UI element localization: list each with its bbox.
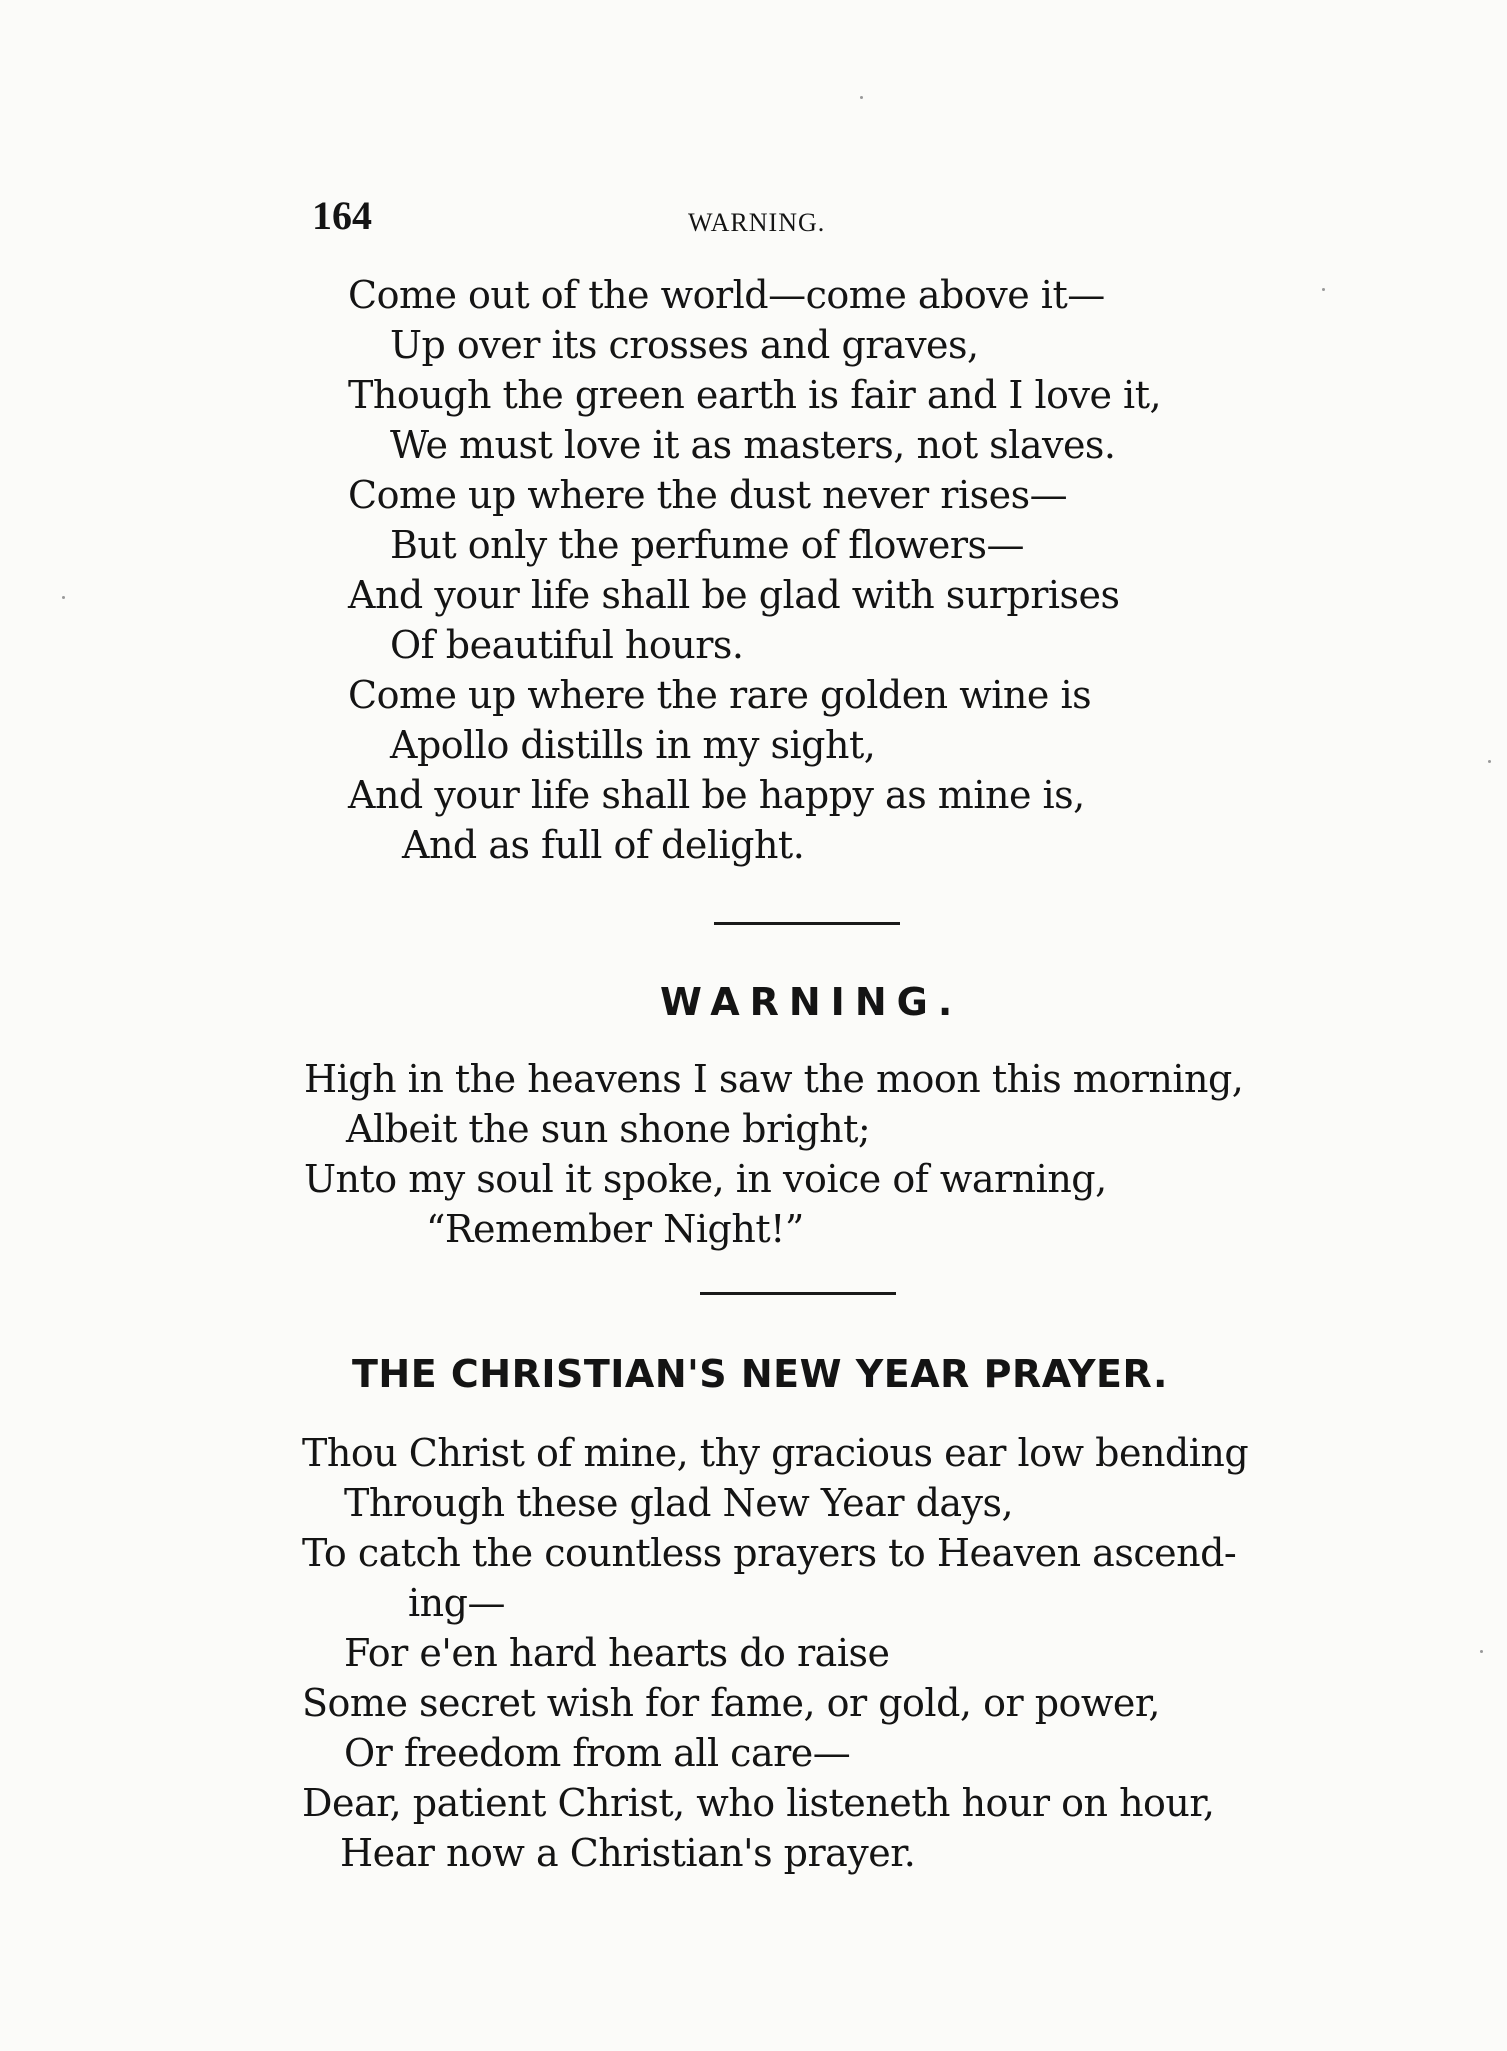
poem-title: WARNING.: [660, 980, 963, 1024]
poem-line: Albeit the sun shone bright;: [346, 1107, 871, 1151]
poem-line: “Remember Night!”: [426, 1207, 804, 1251]
poem-line: Apollo distills in my sight,: [390, 723, 876, 767]
poem-line: Dear, patient Christ, who listeneth hour on hour,: [302, 1781, 1215, 1825]
paper-speck: [62, 596, 65, 599]
poem-line: Though the green earth is fair and I love it,: [348, 373, 1162, 417]
running-title: WARNING.: [688, 208, 826, 237]
poem-title: THE CHRISTIAN'S NEW YEAR PRAYER.: [352, 1352, 1168, 1396]
poem-line: Unto my soul it spoke, in voice of warning,: [304, 1157, 1107, 1201]
poem-line: We must love it as masters, not slaves.: [390, 423, 1116, 467]
poem-line: And as full of delight.: [402, 823, 805, 867]
poem-line: Up over its crosses and graves,: [390, 323, 979, 367]
poem-line: Hear now a Christian's prayer.: [340, 1831, 916, 1875]
poem-line: ing—: [408, 1581, 505, 1625]
poem-line: Thou Christ of mine, thy gracious ear low bending: [302, 1431, 1249, 1475]
paper-speck: [1480, 1650, 1483, 1653]
section-divider: [714, 922, 900, 925]
section-divider: [700, 1292, 896, 1295]
poem-line: To catch the countless prayers to Heaven ascend-: [302, 1531, 1237, 1575]
page-number: 164: [312, 193, 372, 238]
poem-line: Or freedom from all care—: [344, 1731, 851, 1775]
poem-line: Come up where the dust never rises—: [348, 473, 1068, 517]
paper-speck: [1322, 288, 1325, 291]
poem-line: Come up where the rare golden wine is: [348, 673, 1092, 717]
poem-line: And your life shall be happy as mine is,: [348, 773, 1085, 817]
poem-line: Of beautiful hours.: [390, 623, 744, 667]
poem-line: For e'en hard hearts do raise: [344, 1631, 890, 1675]
paper-speck: [860, 96, 863, 99]
poem-line: Some secret wish for fame, or gold, or power,: [302, 1681, 1160, 1725]
poem-line: High in the heavens I saw the moon this morning,: [304, 1057, 1244, 1101]
poem-line: And your life shall be glad with surprises: [348, 573, 1120, 617]
paper-speck: [1488, 760, 1491, 763]
poem-line: Through these glad New Year days,: [344, 1481, 1014, 1525]
poem-line: Come out of the world—come above it—: [348, 273, 1105, 317]
poem-line: But only the perfume of flowers—: [390, 523, 1025, 567]
